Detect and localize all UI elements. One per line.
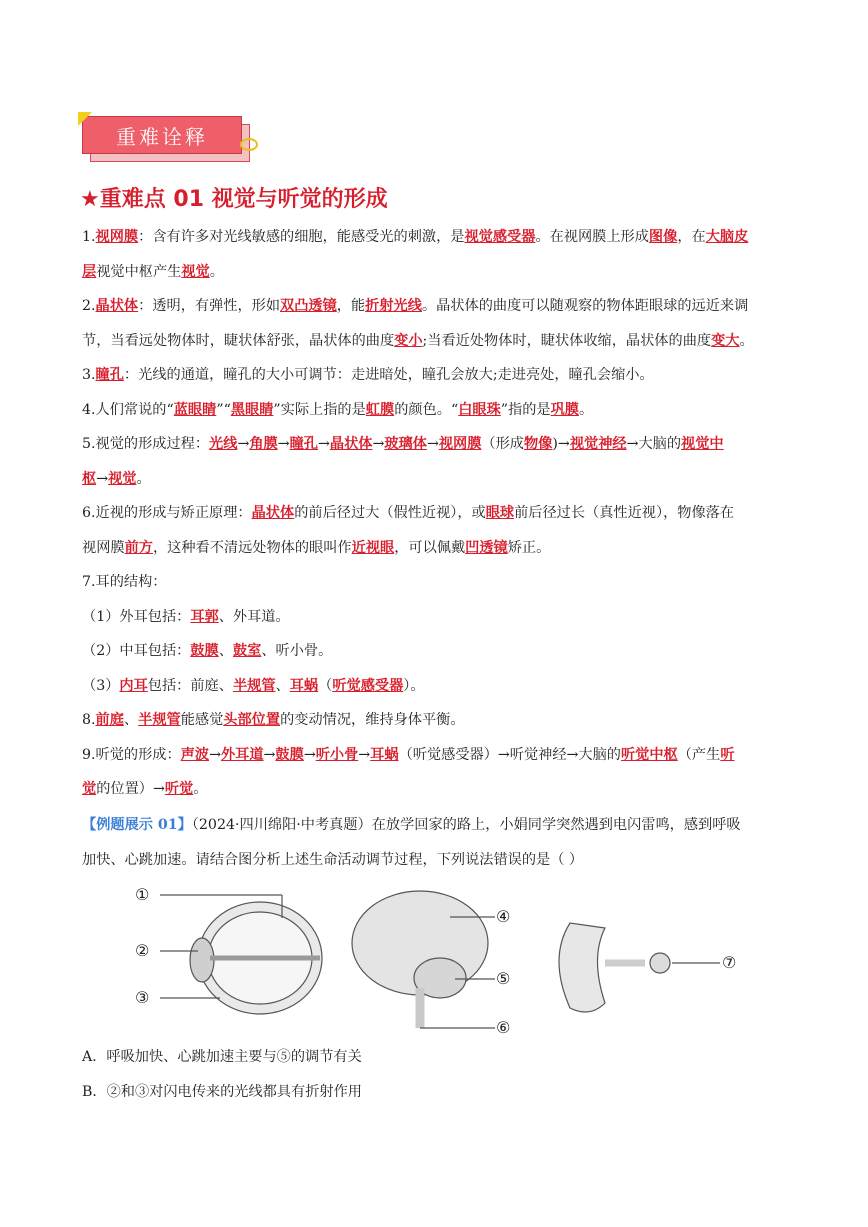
page-title: ★重难点 01 视觉与听觉的形成 <box>80 187 388 212</box>
text-line <box>82 496 790 531</box>
label-1: ① <box>135 885 150 904</box>
key-term: 视觉 <box>108 470 137 487</box>
key-term: 鼓膜 <box>275 746 304 763</box>
example-tag: 【例题展示 01】 <box>82 817 192 833</box>
text-segment: 8. <box>82 712 96 728</box>
key-term: 视网膜 <box>95 229 139 245</box>
label-2: ② <box>135 941 150 960</box>
key-term: 角膜 <box>249 436 278 452</box>
text-segment: → <box>358 746 371 763</box>
key-term: 外耳道 <box>220 746 264 763</box>
text-segment: ”“ <box>216 401 231 418</box>
key-term: 晶状体 <box>95 298 139 314</box>
text-segment: 视觉中枢产生 <box>96 263 182 280</box>
text-line <box>82 772 790 807</box>
text-segment: 节，当看远处物体时，睫状体舒张，晶状体的曲度 <box>82 332 395 349</box>
text-segment: ，这种看不清远处物体的眼叫作 <box>152 539 352 556</box>
text-segment: → <box>318 436 330 452</box>
text-segment: 包括：前庭、 <box>147 677 233 694</box>
key-term: 折射光线 <box>365 298 422 314</box>
text-line <box>82 220 790 255</box>
ear-diagram <box>559 923 720 1012</box>
text-segment: 4.人们常说的“ <box>82 401 174 418</box>
example-line-1: （2024·四川绵阳·中考真题）在放学回家的路上，小娟同学突然遇到电闪雷鸣，感到呼吸 <box>191 817 741 833</box>
text-segment: → <box>372 436 385 452</box>
key-term: 视觉神经 <box>569 436 627 452</box>
text-segment: → <box>263 746 276 763</box>
text-segment: ，在 <box>677 229 706 245</box>
text-segment: 。 <box>193 781 208 797</box>
text-line <box>82 669 790 704</box>
key-term: 变大 <box>711 332 740 349</box>
text-line <box>82 738 790 773</box>
key-term: 鼓室 <box>232 643 262 659</box>
text-segment: ）。 <box>403 677 425 694</box>
label-5: ⑤ <box>496 969 511 988</box>
text-segment: 9.听觉的形成： <box>82 746 181 763</box>
key-term: 视觉 <box>181 263 210 280</box>
text-segment: 、 <box>123 712 139 728</box>
text-segment: 。晶状体的曲度可以随观察的物体距眼球的远近来调 <box>421 298 749 314</box>
text-segment: 3. <box>82 367 96 383</box>
text-segment: 1. <box>82 229 96 245</box>
example-line-2: 加快、心跳加速。请结合图分析上述生命活动调节过程，下列说法错误的是（ ） <box>82 851 584 868</box>
text-segment: → <box>209 746 221 763</box>
text-segment: →大脑的 <box>626 436 682 452</box>
text-segment: 。 <box>739 332 754 349</box>
text-segment: → <box>96 470 109 487</box>
text-segment: 的位置）→ <box>96 781 165 797</box>
text-segment: （听觉感受器）→听觉神经→大脑的 <box>398 746 621 763</box>
text-segment: 矫正。 <box>507 539 551 556</box>
key-term: 蓝眼睛 <box>173 401 217 418</box>
key-term: 耳郭 <box>190 608 219 625</box>
key-term: 虹膜 <box>365 401 395 418</box>
key-term: 听觉中枢 <box>620 746 678 763</box>
key-term: 鼓膜 <box>190 643 219 659</box>
key-term: 半规管 <box>138 712 181 728</box>
text-segment: 、 <box>275 677 290 694</box>
text-segment: （1）外耳包括： <box>82 608 191 625</box>
text-segment: 。 <box>136 470 151 487</box>
key-term: 耳蜗 <box>289 677 319 694</box>
text-segment: 能感觉 <box>180 712 224 728</box>
text-segment: 、听小骨。 <box>261 643 333 659</box>
text-line <box>82 703 790 738</box>
eye-diagram <box>160 895 322 1014</box>
text-segment: （形成 <box>481 436 524 452</box>
key-term: 视网膜 <box>438 436 482 452</box>
key-term: 图像 <box>648 229 678 245</box>
text-segment: → <box>237 436 250 452</box>
text-segment: 的变动情况，维持身体平衡。 <box>280 712 465 728</box>
label-6: ⑥ <box>496 1018 511 1037</box>
key-term: 双凸透镜 <box>280 298 337 314</box>
text-line <box>82 289 790 324</box>
text-segment: （2）中耳包括： <box>82 643 191 659</box>
text-segment: 的颜色。“ <box>394 401 459 418</box>
text-line <box>82 600 790 635</box>
text-segment: ”实际上指的是 <box>273 401 366 418</box>
key-term: 层 <box>82 263 97 280</box>
text-segment: 。在视网膜上形成 <box>535 229 649 245</box>
key-term: 物像 <box>523 436 553 452</box>
key-term: 光线 <box>209 436 238 452</box>
key-term: 晶状体 <box>251 505 295 521</box>
text-line <box>82 255 790 290</box>
text-segment: （3） <box>82 677 120 694</box>
text-segment: 。 <box>209 263 224 280</box>
key-term: 眼球 <box>485 505 515 521</box>
key-term: 前方 <box>124 539 153 556</box>
text-segment: 前后径过长（真性近视），物像落在 <box>514 505 735 521</box>
key-term: 近视眼 <box>351 539 395 556</box>
key-term: 大脑皮 <box>705 229 749 245</box>
key-term: 头部位置 <box>223 712 281 728</box>
key-term: 视觉感受器 <box>464 229 536 245</box>
key-term: 耳蜗 <box>370 746 399 763</box>
label-3: ③ <box>135 988 150 1007</box>
flag-icon <box>78 112 92 126</box>
key-term: 瞳孔 <box>289 436 318 452</box>
text-segment: ：透明，有弹性，形如 <box>138 298 281 314</box>
text-segment: （ <box>318 677 333 694</box>
label-7: ⑦ <box>722 953 737 972</box>
text-line <box>82 634 790 669</box>
section-banner <box>82 116 254 162</box>
banner-label: 重难诠释 <box>82 116 242 154</box>
text-segment: 2. <box>82 298 96 314</box>
text-line <box>82 393 790 428</box>
text-segment: ：含有许多对光线敏感的细胞，能感受光的刺激，是 <box>138 229 465 245</box>
key-term: 视觉中 <box>681 436 724 452</box>
text-line <box>82 324 790 359</box>
key-term: 内耳 <box>119 677 148 694</box>
anatomy-figures <box>120 878 760 1038</box>
brain-diagram <box>352 891 495 1028</box>
text-segment: → <box>277 436 290 452</box>
text-segment: 。 <box>579 401 594 418</box>
text-segment: → <box>303 746 316 763</box>
text-segment: ：光线的通道，瞳孔的大小可调节：走进暗处，瞳孔会放大;走进亮处，瞳孔会缩小。 <box>123 367 654 383</box>
text-segment: ，可以佩戴 <box>394 539 466 556</box>
key-term: 前庭 <box>95 712 124 728</box>
ring-icon <box>240 138 258 151</box>
text-segment: → <box>426 436 439 452</box>
text-segment: 、外耳道。 <box>218 608 290 625</box>
key-term: 听觉感受器 <box>332 677 404 694</box>
text-segment: （产生 <box>677 746 721 763</box>
key-term: 听小骨 <box>315 746 359 763</box>
key-term: 枢 <box>82 470 97 487</box>
text-line <box>82 358 790 393</box>
option-a[interactable]: A．呼吸加快、心跳加速主要与⑤的调节有关 <box>82 1049 362 1065</box>
key-points <box>82 220 790 807</box>
key-term: 巩膜 <box>550 401 579 418</box>
text-segment: 的前后径过大（假性近视），或 <box>294 505 486 521</box>
key-term: 听 <box>720 746 735 763</box>
key-term: 觉 <box>82 781 97 797</box>
text-line <box>82 565 790 600</box>
text-segment: 6.近视的形成与矫正原理： <box>82 505 252 521</box>
text-line <box>82 531 790 566</box>
label-4: ④ <box>496 907 511 926</box>
key-term: 黑眼睛 <box>230 401 274 418</box>
text-segment: )→ <box>552 436 570 452</box>
text-segment: 、 <box>218 643 233 659</box>
option-b[interactable]: B．②和③对闪电传来的光线都具有折射作用 <box>82 1084 362 1100</box>
key-term: 晶状体 <box>329 436 373 452</box>
key-term: 玻璃体 <box>384 436 427 452</box>
answer-options <box>82 1040 362 1110</box>
text-segment: 5.视觉的形成过程： <box>82 436 210 452</box>
text-segment: 7.耳的结构： <box>82 574 167 590</box>
key-term: 声波 <box>180 746 210 763</box>
text-segment: ，能 <box>336 298 366 314</box>
key-term: 白眼珠 <box>458 401 501 418</box>
text-segment: ;当看近处物体时，睫状体收缩，晶状体的曲度 <box>422 332 712 349</box>
key-term: 半规管 <box>232 677 276 694</box>
text-segment: 视网膜 <box>82 539 125 556</box>
key-term: 听觉 <box>164 781 194 797</box>
text-line <box>82 427 790 462</box>
key-term: 凹透镜 <box>465 539 508 556</box>
example-question <box>82 808 790 877</box>
key-term: 变小 <box>394 332 423 349</box>
key-term: 瞳孔 <box>95 367 124 383</box>
text-line <box>82 462 790 497</box>
text-segment: ”指的是 <box>500 401 551 418</box>
